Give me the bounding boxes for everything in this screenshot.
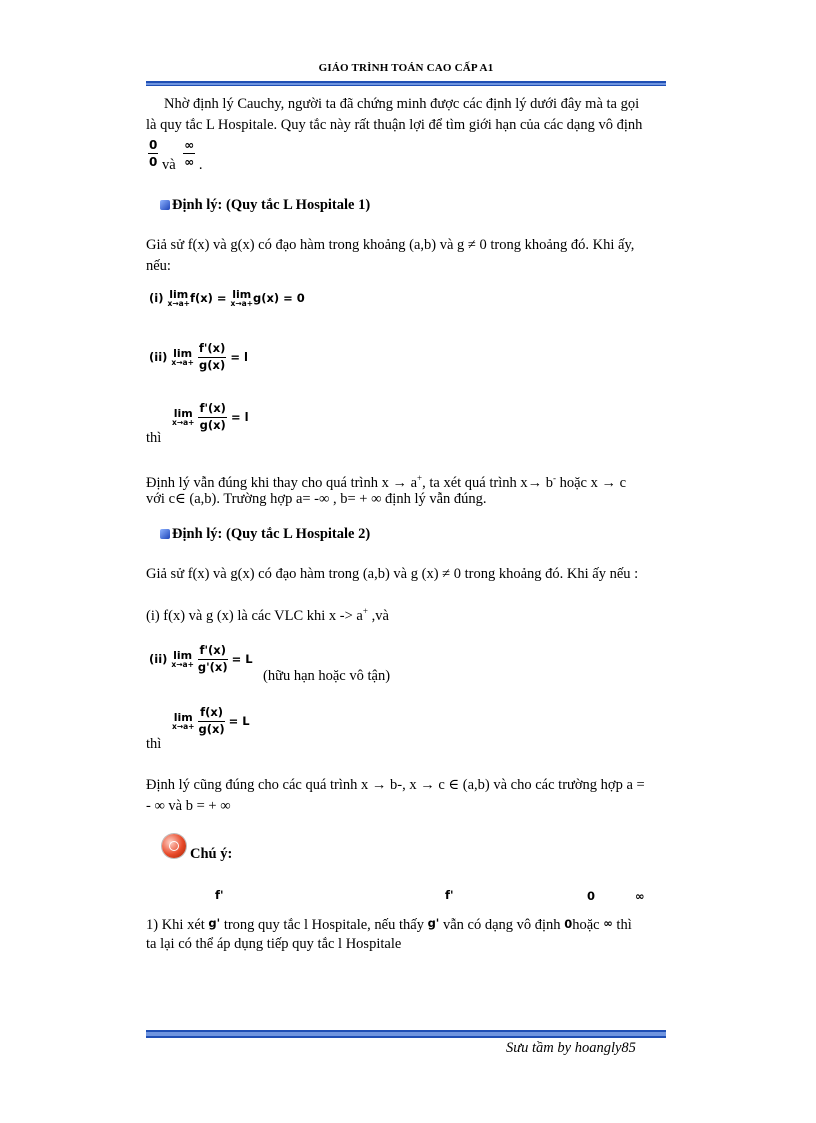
intro-period: . [198,156,203,173]
intro-and: và [161,156,176,173]
theorem2-finite-note: (hữu hạn hoặc vô tận) [263,668,391,684]
theorem2-note-line-1: Định lý cũng đúng cho các quá trình x → b-, x → c ∈ (a,b) và cho các trường hợp a = [146,777,645,793]
theorem2-condition-1: (i) f(x) và g (x) là các VLC khi x -> a+ ,và [146,606,389,624]
theorem1-condition-2: (ii) lim x→a+ $\frac{f'(x)}{g(x)}$ = l [149,341,248,372]
theorem2-condition-2: (ii) lim x→a+ $\frac{f'(x)}{g'(x)}$ = L [149,643,253,674]
remark-f-prime-top-2: f' [445,888,454,902]
theorem2-result: lim x→a+ $\frac{f(x)}{g(x)}$ = L [172,705,250,736]
theorem1-heading: Định lý: (Quy tắc L Hospitale 1) [160,197,370,214]
theorem1-result: lim x→a+ $\frac{f'(x)}{g(x)}$ = l [172,401,249,432]
remark-f-prime-top: f' [215,888,224,902]
remark-inf-top: ∞ [635,889,645,903]
remark-heading: Chú ý: [190,846,233,862]
theorem2-then: thì [146,736,162,752]
zero-over-zero: $\frac{0}{0}$ [149,138,158,169]
theorem1-line-1: Giả sử f(x) và g(x) có đạo hàm trong khoảng (a,b) và g ≠ 0 trong khoảng đó. Khi ấy, [146,237,635,253]
remark-g-prime: g' [208,916,221,930]
footer-credit: Sưu tầm by hoangly85 [506,1040,636,1056]
theorem1-line-2: nếu: [146,258,171,274]
intro-line-1: Nhờ định lý Cauchy, người ta đã chứng minh được các định lý dưới đây mà ta gọi [164,96,640,112]
theorem2-heading: Định lý: (Quy tắc L Hospitale 2) [160,526,370,543]
intro-fractions [148,139,203,174]
remark-zero-top: 0 [587,889,596,903]
inf-over-inf: $\frac{\infty}{\infty}$ [184,138,195,169]
remark-g-prime-2: g' [427,916,440,930]
remark-line-2: ta lại có thể áp dụng tiếp quy tắc l Hospitale [146,936,402,952]
theorem2-line-1: Giả sử f(x) và g(x) có đạo hàm trong (a,b) và g (x) ≠ 0 trong khoảng đó. Khi ấy nếu : [146,566,639,582]
theorem1-note-line-2: với c∈ (a,b). Trường hợp a= -∞ , b= + ∞ định lý vẫn đúng. [146,491,487,507]
theorem1-note-line-1: Định lý vẫn đúng khi thay cho quá trình x → a+, ta xét quá trình x→ b- hoặc x → c [146,473,627,491]
theorem1-then: thì [146,430,162,446]
note-icon [162,834,186,858]
theorem2-note-line-2: - ∞ và b = + ∞ [146,798,231,814]
footer-rule [146,1030,666,1038]
header-rule [146,81,666,86]
square-bullet-icon [160,200,170,210]
page-header-title: GIÁO TRÌNH TOÁN CAO CẤP A1 [318,62,494,74]
remark-line-1: 1) Khi xét g' trong quy tắc l Hospitale, nếu thấy g' vẫn có dạng vô định 0hoặc ∞ thì [146,916,632,933]
theorem1-condition-1: (i) lim x→a+ f(x) = lim x→a+ g(x) = 0 [149,288,305,308]
square-bullet-icon [160,529,170,539]
intro-line-2: là quy tắc L Hospitale. Quy tắc này rất thuận lợi để tìm giới hạn của các dạng vô định [146,117,643,133]
